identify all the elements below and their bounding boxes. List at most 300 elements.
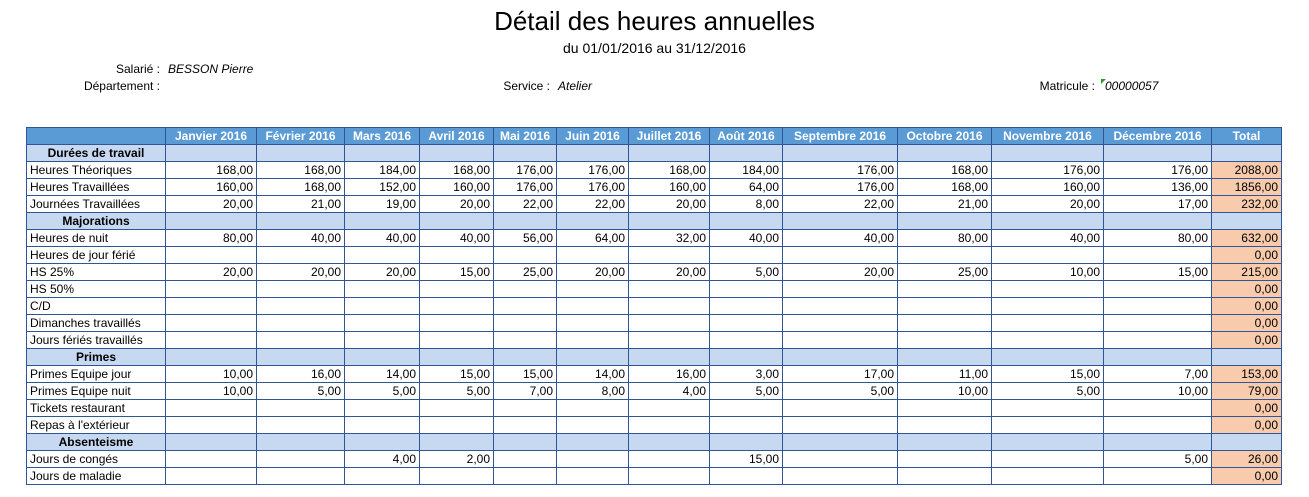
- month-value-cell: 160,00: [629, 179, 710, 196]
- month-value-cell: [420, 468, 494, 485]
- month-value-cell: [257, 400, 345, 417]
- month-value-cell: [992, 451, 1104, 468]
- row-total-cell: 632,00: [1212, 230, 1282, 247]
- month-value-cell: [557, 451, 629, 468]
- month-value-cell: [166, 451, 257, 468]
- month-value-cell: 160,00: [420, 179, 494, 196]
- section-header-row: [27, 213, 1282, 230]
- section-filler-cell: [420, 145, 494, 162]
- month-value-cell: [557, 417, 629, 434]
- month-value-cell: 136,00: [1104, 179, 1212, 196]
- month-value-cell: [710, 400, 783, 417]
- month-value-cell: [345, 332, 420, 349]
- month-value-cell: [783, 247, 898, 264]
- section-filler-cell: [783, 145, 898, 162]
- column-header: Février 2016: [257, 128, 345, 145]
- month-value-cell: 20,00: [992, 196, 1104, 213]
- month-value-cell: [166, 468, 257, 485]
- month-value-cell: 32,00: [629, 230, 710, 247]
- row-label: HS 25%: [27, 264, 166, 281]
- month-value-cell: 20,00: [783, 264, 898, 281]
- month-value-cell: [257, 332, 345, 349]
- month-value-cell: 10,00: [1104, 383, 1212, 400]
- row-total-cell: 0,00: [1212, 468, 1282, 485]
- service-value: Atelier: [558, 79, 593, 93]
- month-value-cell: [166, 400, 257, 417]
- column-header: Mars 2016: [345, 128, 420, 145]
- month-value-cell: [629, 315, 710, 332]
- row-label: Primes Equipe jour: [27, 366, 166, 383]
- row-total-cell: 153,00: [1212, 366, 1282, 383]
- section-filler-cell: [494, 434, 557, 451]
- section-filler-cell: [783, 434, 898, 451]
- column-header: Décembre 2016: [1104, 128, 1212, 145]
- row-label: Heures Théoriques: [27, 162, 166, 179]
- month-value-cell: [1104, 298, 1212, 315]
- month-value-cell: 176,00: [992, 162, 1104, 179]
- row-label: Repas à l'extérieur: [27, 417, 166, 434]
- month-value-cell: 168,00: [629, 162, 710, 179]
- month-value-cell: 14,00: [557, 366, 629, 383]
- table-row: [27, 281, 1282, 298]
- month-value-cell: 5,00: [710, 264, 783, 281]
- month-value-cell: [1104, 400, 1212, 417]
- section-title: Durées de travail: [27, 145, 166, 162]
- column-header: Janvier 2016: [166, 128, 257, 145]
- row-total-cell: 232,00: [1212, 196, 1282, 213]
- month-value-cell: [1104, 417, 1212, 434]
- row-label: Jours de maladie: [27, 468, 166, 485]
- month-value-cell: 15,00: [494, 366, 557, 383]
- month-value-cell: 80,00: [166, 230, 257, 247]
- row-total-cell: 0,00: [1212, 400, 1282, 417]
- month-value-cell: 5,00: [420, 383, 494, 400]
- section-filler-cell: [783, 349, 898, 366]
- month-value-cell: [494, 400, 557, 417]
- column-header: Avril 2016: [420, 128, 494, 145]
- month-value-cell: 2,00: [420, 451, 494, 468]
- month-value-cell: 5,00: [783, 383, 898, 400]
- month-value-cell: 176,00: [557, 179, 629, 196]
- service-label: Service :: [503, 79, 550, 93]
- row-label: Heures de jour férié: [27, 247, 166, 264]
- section-filler-cell: [257, 434, 345, 451]
- month-value-cell: [166, 417, 257, 434]
- month-value-cell: [345, 315, 420, 332]
- month-value-cell: [710, 247, 783, 264]
- month-value-cell: 20,00: [345, 264, 420, 281]
- table-row: [27, 383, 1282, 400]
- month-value-cell: [992, 315, 1104, 332]
- month-value-cell: 4,00: [629, 383, 710, 400]
- month-value-cell: [257, 451, 345, 468]
- month-value-cell: [898, 400, 992, 417]
- month-value-cell: [898, 298, 992, 315]
- month-value-cell: [557, 281, 629, 298]
- month-value-cell: [494, 451, 557, 468]
- month-value-cell: 22,00: [494, 196, 557, 213]
- month-value-cell: 64,00: [710, 179, 783, 196]
- month-value-cell: 40,00: [783, 230, 898, 247]
- month-value-cell: [166, 247, 257, 264]
- row-label: Heures de nuit: [27, 230, 166, 247]
- section-filler-cell: [898, 434, 992, 451]
- row-total-cell: 79,00: [1212, 383, 1282, 400]
- month-value-cell: [420, 281, 494, 298]
- row-label: Dimanches travaillés: [27, 315, 166, 332]
- table-row: [27, 264, 1282, 281]
- row-label: Jours de congés: [27, 451, 166, 468]
- section-filler-cell: [257, 213, 345, 230]
- row-total-cell: 215,00: [1212, 264, 1282, 281]
- month-value-cell: [345, 281, 420, 298]
- month-value-cell: [629, 332, 710, 349]
- month-value-cell: 17,00: [1104, 196, 1212, 213]
- month-value-cell: [898, 247, 992, 264]
- month-value-cell: 22,00: [783, 196, 898, 213]
- month-value-cell: 5,00: [257, 383, 345, 400]
- section-filler-cell: [345, 213, 420, 230]
- matricule-label: Matricule :: [1039, 79, 1095, 93]
- section-filler-cell: [1212, 145, 1282, 162]
- table-row: [27, 451, 1282, 468]
- month-value-cell: 56,00: [494, 230, 557, 247]
- table-body: [27, 145, 1282, 485]
- section-title: Primes: [27, 349, 166, 366]
- section-filler-cell: [166, 349, 257, 366]
- month-value-cell: [557, 332, 629, 349]
- report-title: Détail des heures annuelles: [494, 6, 815, 36]
- section-filler-cell: [420, 213, 494, 230]
- month-value-cell: [557, 468, 629, 485]
- section-filler-cell: [1104, 349, 1212, 366]
- column-header: Septembre 2016: [783, 128, 898, 145]
- month-value-cell: [992, 247, 1104, 264]
- month-value-cell: [420, 315, 494, 332]
- month-value-cell: 7,00: [1104, 366, 1212, 383]
- month-value-cell: [1104, 332, 1212, 349]
- month-value-cell: [783, 298, 898, 315]
- month-value-cell: [992, 417, 1104, 434]
- month-value-cell: [629, 451, 710, 468]
- row-label: Primes Equipe nuit: [27, 383, 166, 400]
- month-value-cell: [557, 400, 629, 417]
- month-value-cell: [557, 315, 629, 332]
- month-value-cell: [257, 315, 345, 332]
- month-value-cell: 168,00: [420, 162, 494, 179]
- table-row: [27, 332, 1282, 349]
- month-value-cell: [494, 332, 557, 349]
- table-header-row: [27, 128, 1282, 145]
- section-filler-cell: [710, 213, 783, 230]
- month-value-cell: [257, 468, 345, 485]
- month-value-cell: [345, 468, 420, 485]
- row-total-cell: 0,00: [1212, 417, 1282, 434]
- month-value-cell: [898, 315, 992, 332]
- month-value-cell: 176,00: [1104, 162, 1212, 179]
- month-value-cell: [629, 400, 710, 417]
- month-value-cell: 184,00: [345, 162, 420, 179]
- section-filler-cell: [629, 213, 710, 230]
- month-value-cell: 15,00: [420, 264, 494, 281]
- month-value-cell: [898, 468, 992, 485]
- section-filler-cell: [1212, 213, 1282, 230]
- month-value-cell: [257, 298, 345, 315]
- section-filler-cell: [557, 213, 629, 230]
- month-value-cell: [710, 468, 783, 485]
- table-row: [27, 230, 1282, 247]
- column-header: Juillet 2016: [629, 128, 710, 145]
- month-value-cell: [629, 298, 710, 315]
- month-value-cell: [629, 281, 710, 298]
- section-filler-cell: [1212, 434, 1282, 451]
- section-filler-cell: [420, 349, 494, 366]
- month-value-cell: 5,00: [710, 383, 783, 400]
- month-value-cell: 20,00: [420, 196, 494, 213]
- month-value-cell: 5,00: [992, 383, 1104, 400]
- month-value-cell: [1104, 468, 1212, 485]
- month-value-cell: 168,00: [257, 179, 345, 196]
- section-filler-cell: [992, 349, 1104, 366]
- month-value-cell: 40,00: [992, 230, 1104, 247]
- month-value-cell: [783, 400, 898, 417]
- month-value-cell: 15,00: [710, 451, 783, 468]
- row-total-cell: 0,00: [1212, 298, 1282, 315]
- section-filler-cell: [1212, 349, 1282, 366]
- section-filler-cell: [710, 145, 783, 162]
- month-value-cell: 160,00: [992, 179, 1104, 196]
- service-field: [470, 79, 592, 93]
- row-total-cell: 2088,00: [1212, 162, 1282, 179]
- month-value-cell: 176,00: [494, 162, 557, 179]
- month-value-cell: 4,00: [345, 451, 420, 468]
- month-value-cell: [494, 281, 557, 298]
- section-filler-cell: [992, 434, 1104, 451]
- section-header-row: [27, 434, 1282, 451]
- section-title: Absenteisme: [27, 434, 166, 451]
- month-value-cell: [1104, 281, 1212, 298]
- column-header: Août 2016: [710, 128, 783, 145]
- section-filler-cell: [345, 145, 420, 162]
- month-value-cell: [345, 400, 420, 417]
- month-value-cell: [494, 298, 557, 315]
- month-value-cell: [1104, 247, 1212, 264]
- month-value-cell: 160,00: [166, 179, 257, 196]
- section-filler-cell: [166, 145, 257, 162]
- month-value-cell: 25,00: [898, 264, 992, 281]
- month-value-cell: 15,00: [420, 366, 494, 383]
- month-value-cell: 40,00: [345, 230, 420, 247]
- month-value-cell: [420, 400, 494, 417]
- month-value-cell: 176,00: [557, 162, 629, 179]
- month-value-cell: 15,00: [992, 366, 1104, 383]
- month-value-cell: 168,00: [166, 162, 257, 179]
- column-header: Juin 2016: [557, 128, 629, 145]
- month-value-cell: 10,00: [992, 264, 1104, 281]
- table-row: [27, 417, 1282, 434]
- month-value-cell: 80,00: [1104, 230, 1212, 247]
- row-total-cell: 1856,00: [1212, 179, 1282, 196]
- month-value-cell: [1104, 315, 1212, 332]
- section-filler-cell: [629, 434, 710, 451]
- month-value-cell: [992, 468, 1104, 485]
- month-value-cell: 21,00: [898, 196, 992, 213]
- column-header: Total: [1212, 128, 1282, 145]
- table-row: [27, 247, 1282, 264]
- month-value-cell: [898, 332, 992, 349]
- section-filler-cell: [783, 213, 898, 230]
- report-period: du 01/01/2016 au 31/12/2016: [563, 40, 746, 56]
- month-value-cell: 17,00: [783, 366, 898, 383]
- month-value-cell: [557, 298, 629, 315]
- section-filler-cell: [898, 213, 992, 230]
- month-value-cell: [710, 315, 783, 332]
- month-value-cell: 10,00: [166, 383, 257, 400]
- table-row: [27, 468, 1282, 485]
- row-label: Journées Travaillées: [27, 196, 166, 213]
- month-value-cell: 10,00: [898, 383, 992, 400]
- month-value-cell: [783, 468, 898, 485]
- month-value-cell: [710, 417, 783, 434]
- table-row: [27, 162, 1282, 179]
- table-row: [27, 298, 1282, 315]
- month-value-cell: [992, 332, 1104, 349]
- column-header: Novembre 2016: [992, 128, 1104, 145]
- month-value-cell: [783, 451, 898, 468]
- section-filler-cell: [557, 434, 629, 451]
- row-total-cell: 0,00: [1212, 247, 1282, 264]
- month-value-cell: 20,00: [557, 264, 629, 281]
- month-value-cell: 168,00: [257, 162, 345, 179]
- month-value-cell: [992, 400, 1104, 417]
- section-filler-cell: [1104, 434, 1212, 451]
- table-row: [27, 196, 1282, 213]
- departement-label: Département :: [83, 79, 160, 93]
- row-label: HS 50%: [27, 281, 166, 298]
- month-value-cell: [420, 298, 494, 315]
- month-value-cell: [166, 332, 257, 349]
- matricule-field: [1000, 79, 1158, 93]
- month-value-cell: [992, 298, 1104, 315]
- month-value-cell: 80,00: [898, 230, 992, 247]
- month-value-cell: [710, 298, 783, 315]
- month-value-cell: [783, 315, 898, 332]
- month-value-cell: [166, 315, 257, 332]
- month-value-cell: 176,00: [494, 179, 557, 196]
- month-value-cell: 20,00: [166, 264, 257, 281]
- month-value-cell: 64,00: [557, 230, 629, 247]
- column-header: Octobre 2016: [898, 128, 992, 145]
- section-filler-cell: [257, 145, 345, 162]
- month-value-cell: 16,00: [257, 366, 345, 383]
- month-value-cell: 14,00: [345, 366, 420, 383]
- month-value-cell: 3,00: [710, 366, 783, 383]
- month-value-cell: [345, 247, 420, 264]
- salarie-label: Salarié :: [115, 62, 160, 76]
- month-value-cell: [494, 417, 557, 434]
- month-value-cell: [166, 281, 257, 298]
- month-value-cell: [166, 298, 257, 315]
- month-value-cell: [420, 247, 494, 264]
- month-value-cell: [898, 417, 992, 434]
- section-filler-cell: [1104, 145, 1212, 162]
- month-value-cell: [783, 332, 898, 349]
- table-row: [27, 400, 1282, 417]
- section-filler-cell: [494, 349, 557, 366]
- month-value-cell: 20,00: [166, 196, 257, 213]
- month-value-cell: 40,00: [710, 230, 783, 247]
- month-value-cell: [629, 468, 710, 485]
- departement-field: [60, 79, 168, 93]
- month-value-cell: 40,00: [420, 230, 494, 247]
- table-row: [27, 366, 1282, 383]
- section-filler-cell: [166, 213, 257, 230]
- month-value-cell: 168,00: [898, 162, 992, 179]
- month-value-cell: [783, 281, 898, 298]
- section-filler-cell: [166, 434, 257, 451]
- section-filler-cell: [557, 145, 629, 162]
- month-value-cell: [898, 281, 992, 298]
- month-value-cell: 176,00: [783, 179, 898, 196]
- month-value-cell: 16,00: [629, 366, 710, 383]
- section-filler-cell: [629, 349, 710, 366]
- month-value-cell: [710, 281, 783, 298]
- month-value-cell: 10,00: [166, 366, 257, 383]
- section-filler-cell: [629, 145, 710, 162]
- row-label: Tickets restaurant: [27, 400, 166, 417]
- section-filler-cell: [992, 213, 1104, 230]
- month-value-cell: 11,00: [898, 366, 992, 383]
- month-value-cell: 152,00: [345, 179, 420, 196]
- section-filler-cell: [1104, 213, 1212, 230]
- section-filler-cell: [257, 349, 345, 366]
- month-value-cell: [898, 451, 992, 468]
- month-value-cell: 184,00: [710, 162, 783, 179]
- section-title: Majorations: [27, 213, 166, 230]
- month-value-cell: [494, 247, 557, 264]
- month-value-cell: [557, 247, 629, 264]
- section-header-row: [27, 349, 1282, 366]
- row-total-cell: 0,00: [1212, 332, 1282, 349]
- section-filler-cell: [710, 349, 783, 366]
- row-label: Heures Travaillées: [27, 179, 166, 196]
- row-total-cell: 0,00: [1212, 281, 1282, 298]
- month-value-cell: 19,00: [345, 196, 420, 213]
- month-value-cell: [783, 417, 898, 434]
- section-filler-cell: [557, 349, 629, 366]
- month-value-cell: 176,00: [783, 162, 898, 179]
- month-value-cell: [345, 298, 420, 315]
- month-value-cell: 7,00: [494, 383, 557, 400]
- month-value-cell: [629, 247, 710, 264]
- month-value-cell: 22,00: [557, 196, 629, 213]
- month-value-cell: 25,00: [494, 264, 557, 281]
- row-total-cell: 0,00: [1212, 315, 1282, 332]
- salarie-value: BESSON Pierre: [168, 62, 254, 76]
- section-header-row: [27, 145, 1282, 162]
- month-value-cell: [494, 468, 557, 485]
- month-value-cell: 20,00: [257, 264, 345, 281]
- section-filler-cell: [494, 145, 557, 162]
- row-label: C/D: [27, 298, 166, 315]
- salarie-field: [60, 62, 253, 76]
- column-header: Mai 2016: [494, 128, 557, 145]
- row-total-cell: 26,00: [1212, 451, 1282, 468]
- month-value-cell: [345, 417, 420, 434]
- month-value-cell: [629, 417, 710, 434]
- month-value-cell: [420, 332, 494, 349]
- annual-hours-table: [26, 127, 1282, 485]
